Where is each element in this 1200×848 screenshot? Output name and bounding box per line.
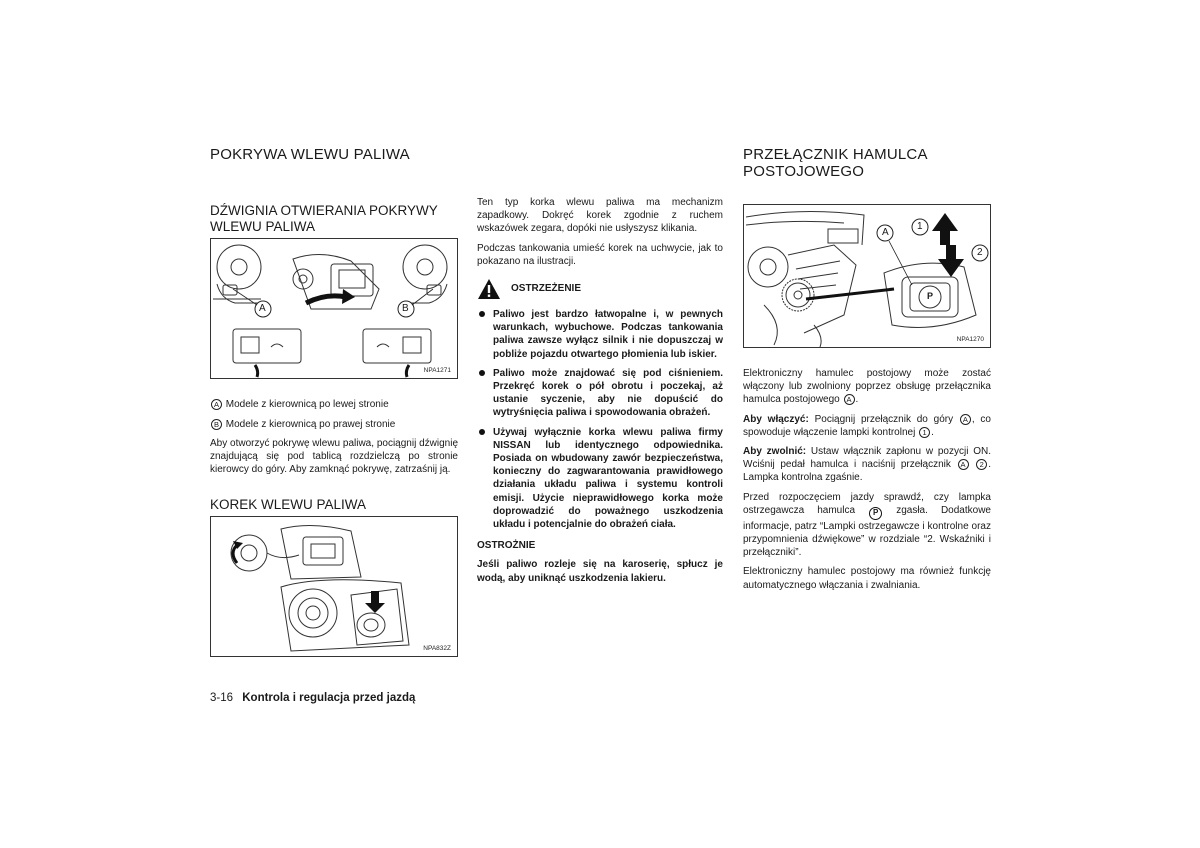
marker-a: A [960,414,971,425]
figure-parking-brake-switch [743,204,991,348]
figure-callout-a: A [259,303,266,314]
middle-column [477,196,723,585]
caption-right-hand-drive [210,418,460,431]
bullet-dot [479,370,485,376]
engage-text-b: , co spowoduje włączenie lampki kontrolnej [743,413,991,438]
bullet-dot [479,429,485,435]
subheading-line-2: WLEWU PALIWA [210,219,316,234]
release-text-b: . Lampka kontrolna zgaśnie. [743,459,991,484]
fuel-cap-illustration [211,517,457,656]
release-paragraph [743,445,991,485]
subheading-fuel-cap: KOREK WLEWU PALIWA [210,497,367,512]
marker-1: 1 [919,427,930,438]
switch-p-symbol: P [927,291,934,301]
auto-function-paragraph: Elektroniczny hamulec postojowy ma również funkcję automatycznego włączania i zwalniania. [743,566,991,591]
check-text-b: zgasła. Dodatkowe informacje, patrz “Lampki ostrzegawcze i kontrolne oraz przypomnienia dźwiękowe” w rozdziale “2. Wskaźniki i przełączniki”. [743,504,991,559]
caution-text: Jeśli paliwo rozleje się na karoserię, spłucz je wodą, aby uniknąć uszkodzenia lakieru. [477,559,723,584]
chapter-title: Kontrola i regulacja przed jazdą [242,692,416,704]
marker-a: A [958,459,969,470]
warning-bullet-text: Używaj wyłącznie korka wlewu paliwa firmy NISSAN lub identycznego odpowiednika. Posiada on wbudowany zawór bezpieczeństwa, konieczny do zagwarantowania prawidłowego działania układu paliwa i systemu kontroli emisji. Użycie nieprawidłowego korka może doprowadzić do poważnego uszkodzenia układu i potencjalnie do obrażeń ciała. [493,426,723,531]
right-column-text [743,367,991,592]
section-title-line-1: PRZEŁĄCZNIK HAMULCA [743,146,928,163]
refuel-cap-holder-paragraph: Podczas tankowania umieść korek na uchwycie, jak to pokazano na ilustracji. [477,242,723,267]
figure-callout-2: 2 [977,247,983,258]
lever-instructions-paragraph: Aby otworzyć pokrywę wlewu paliwa, pociągnij dźwignię znajdującą się pod tablicą rozdzielczą po stronie kierowcy do góry. Aby zamknąć pokrywę, zatrzaśnij ją. [210,438,458,476]
figure-code: NPA832Z [423,645,451,652]
figure-callout-1: 1 [917,221,923,232]
engage-paragraph [743,413,991,439]
engage-text-a: Pociągnij przełącznik do góry [808,413,959,425]
warning-header [477,278,723,300]
figure-callout-b: B [402,303,409,314]
warning-bullet [477,308,723,361]
figure-fuel-door-lever [210,238,458,379]
caption-text-a: Modele z kierownicą po lewej stronie [225,399,389,410]
marker-a: A [844,394,855,405]
caption-marker-a: A [211,399,222,410]
subheading-fuel-door-lever [210,203,460,235]
marker-2: 2 [976,459,987,470]
figure-code: NPA1271 [423,367,451,374]
warning-bullet [477,367,723,420]
caution-title: OSTROŻNIE [477,540,536,552]
parking-brake-intro-paragraph [743,367,991,407]
figure-callout-a: A [882,227,889,238]
intro-end: . [855,394,859,406]
page-footer [210,692,415,704]
figure-code: NPA1270 [956,336,984,343]
warning-title: OSTRZEŻENIE [511,283,582,295]
figure-fuel-cap [210,516,458,657]
parking-brake-switch-illustration [744,205,990,347]
section-title-fuel-filler-door: POKRYWA WLEWU PALIWA [210,146,410,163]
section-title-parking-brake-switch [743,146,993,180]
engage-end: . [931,426,934,438]
ratchet-cap-paragraph: Ten typ korka wlewu paliwa ma mechanizm zapadkowy. Dokręć korek zgodnie z ruchem wskazówek zegara, dopóki nie usłyszysz klikania. [477,197,723,235]
check-text-a: Przed rozpoczęciem jazdy sprawdź, czy lampka ostrzegawcza hamulca [743,491,991,516]
caption-text-b: Modele z kierownicą po prawej stronie [225,419,396,430]
section-title-line-2: POSTOJOWEGO [743,163,865,180]
caption-marker-b: B [211,419,222,430]
subheading-line-1: DŹWIGNIA OTWIERANIA POKRYWY [210,203,438,218]
warning-bullet-text: Paliwo jest bardzo łatwopalne i, w pewnych warunkach, wybuchowe. Podczas tankowania paliwa zawsze wyłącz silnik i nie dopuszczaj w pobliże pojazdu otwartego płomienia lub iskier. [493,309,723,360]
release-text-a: Ustaw włącznik zapłonu w pozycji ON. Wciśnij pedał hamulca i naciśnij przełącznik [743,446,991,471]
engage-label: Aby włączyć: [743,413,809,425]
page-number: 3-16 [210,692,234,704]
bullet-dot [479,311,485,317]
warning-triangle-icon [477,278,501,300]
intro-text: Elektroniczny hamulec postojowy może zostać włączony lub zwolniony poprzez obsługę przełącznika hamulca postojowego [743,368,991,406]
release-label: Aby zwolnić: [743,446,807,458]
warning-lamp-check-paragraph [743,491,991,560]
warning-bullet [477,426,723,532]
parking-brake-warning-icon: P [869,507,882,520]
fuel-door-lever-illustration [211,239,457,378]
caption-left-hand-drive [210,398,460,411]
warning-bullet-text: Paliwo może znajdować się pod ciśnieniem. Przekręć korek o pół obrotu i poczekaj, aż ustanie syczenie, aby nie dopuścić do wytryśnięcia paliwa i spowodowania obrażeń. [493,367,723,419]
